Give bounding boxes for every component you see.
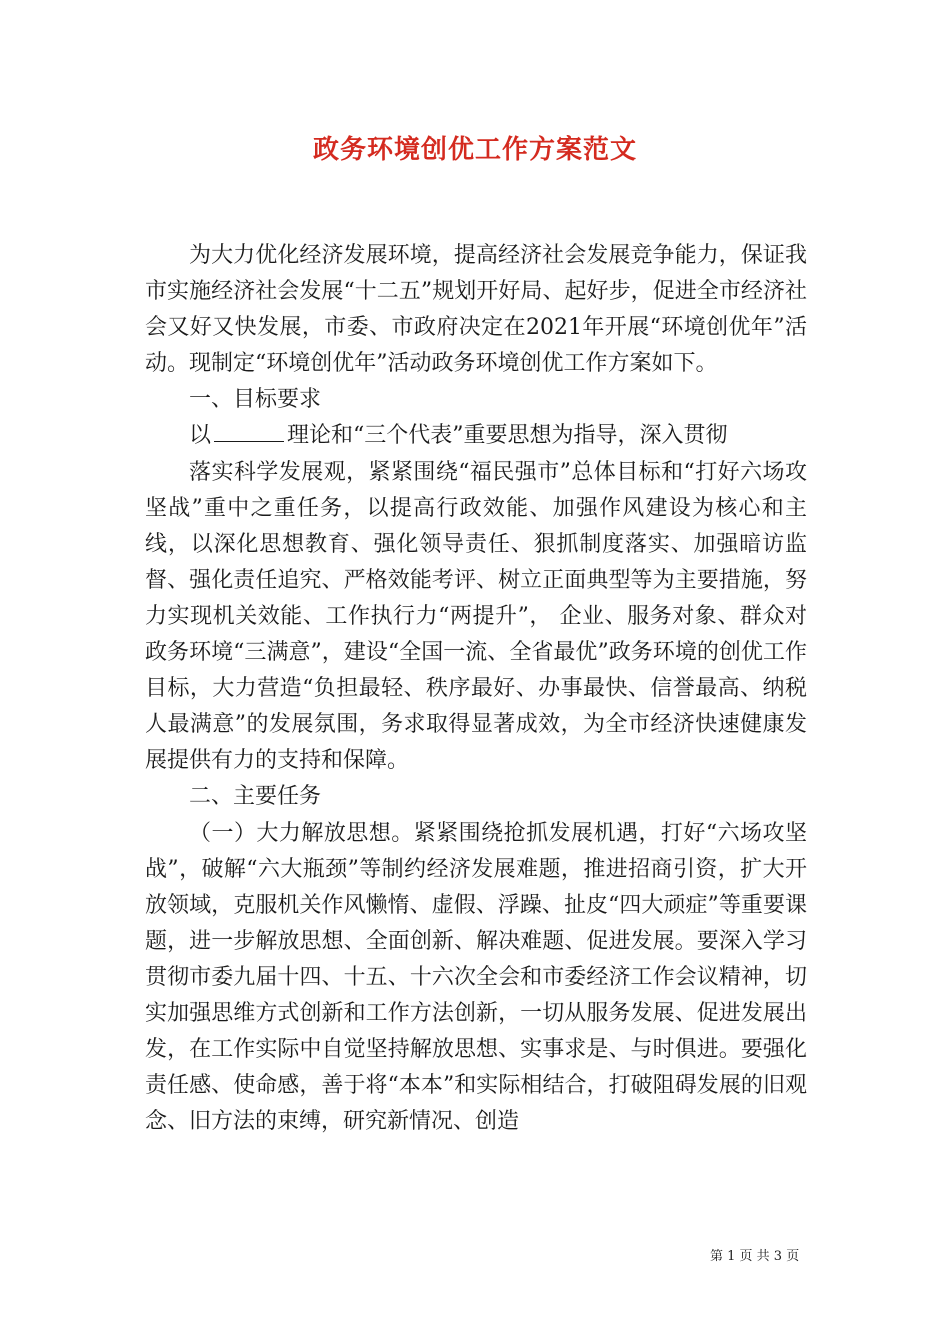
document-body (145, 238, 807, 1140)
document-title: 政务环境创优工作方案范文 (312, 135, 637, 165)
page-number-footer: 第 1 页 共 3 页 (710, 1249, 800, 1264)
goal-paragraph: 落实科学发展观，紧紧围绕“福民强市”总体目标和“打好六场攻坚战”重中之重任务，以提高行政效能、加强作风建设为核心和主线，以深化思想教育、强化领导责任、狠抓制度落实、加强暗访监督、强化责任追究、严格效能考评、树立正面典型等为主要措施，努力实现机关效能、工作执行力“两提升”， 企业、服务对象、群众对政务环境“三满意”，建设“全国一流、全省最优”政务环境的创优工作目标，大力营造“负担最轻、秩序最好、办事最快、信誉最高、纳税人最满意”的发展氛围，务求取得显著成效，为全市经济快速健康发展提供有力的支持和保障。 (145, 459, 807, 774)
section-heading-goals: 一、目标要求 (189, 387, 322, 413)
blank-underline (214, 421, 284, 442)
goal-prefix: 以 (189, 423, 212, 449)
goal-lead-line (145, 418, 807, 454)
task-paragraph-1: （一）大力解放思想。紧紧围绕抢抓发展机遇，打好“六场攻坚战”，破解“六大瓶颈”等制约经济发展难题，推进招商引资，扩大开放领域，克服机关作风懒惰、虚假、浮躁、扯皮“四大顽症”等重要课题，进一步解放思想、全面创新、解决难题、促进发展。要深入学习贯彻市委九届十四、十五、十六次全会和市委经济工作会议精神，切实加强思维方式创新和工作方法创新，一切从服务发展、促进发展出发，在工作实际中自觉坚持解放思想、实事求是、与时俱进。要强化责任感、使命感，善于将“本本”和实际相结合，打破阻碍发展的旧观念、旧方法的束缚，研究新情况、创造 (145, 820, 807, 1135)
intro-paragraph: 为大力优化经济发展环境，提高经济社会发展竞争能力，保证我市实施经济社会发展“十二五”规划开好局、起好步，促进全市经济社会又好又快发展，市委、市政府决定在2021年开展“环境创优年”活动。现制定“环境创优年”活动政务环境创优工作方案如下。 (145, 243, 807, 377)
section-heading-tasks: 二、主要任务 (189, 784, 322, 810)
goal-suffix: 理论和“三个代表”重要思想为指导，深入贯彻 (287, 423, 728, 449)
